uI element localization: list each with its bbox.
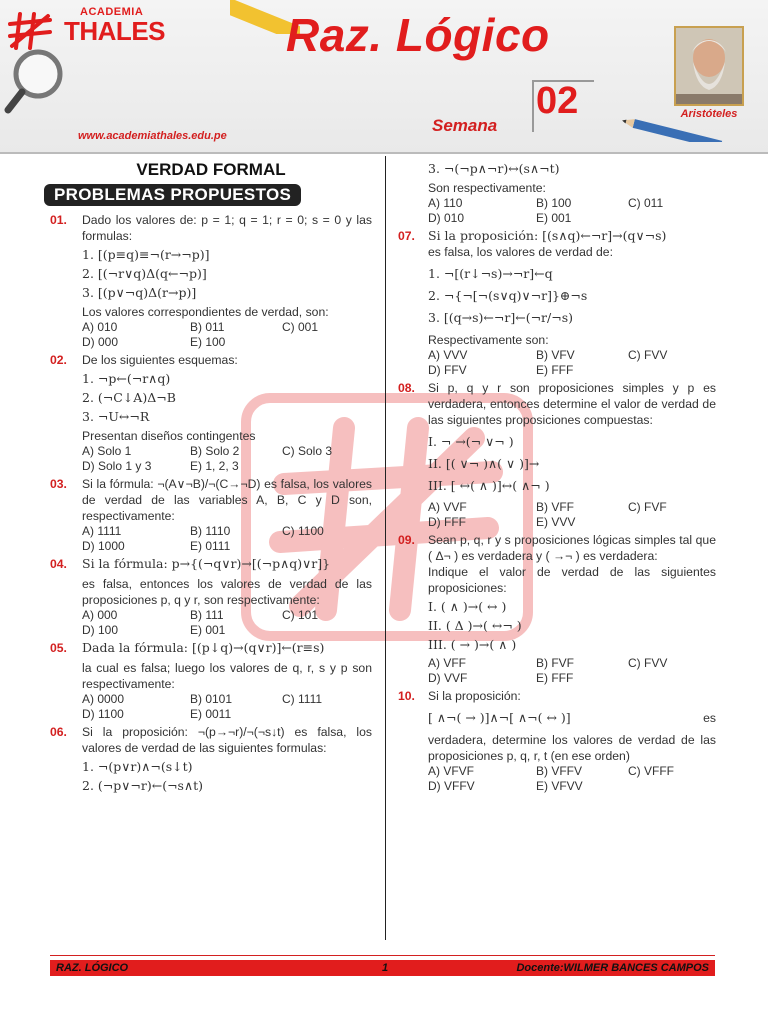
option-a[interactable]: A) VVF	[428, 500, 467, 514]
option-c[interactable]: C) 101	[282, 608, 319, 622]
problem-text: Si p, q y r son proposiciones simples y p es verdadera, entonces determine el valor de verdad de las siguientes proposiciones compuestas:	[428, 381, 716, 427]
option-e[interactable]: E) 001	[190, 623, 226, 637]
problem-03	[50, 476, 372, 554]
page-number: 1	[382, 962, 389, 974]
section-subtitle: PROBLEMAS PROPUESTOS	[44, 184, 301, 206]
formula-3: 3. [(p∨¬q)Δ(r→p)]	[82, 285, 197, 300]
website-link[interactable]: www.academiathales.edu.pe	[78, 130, 227, 142]
problem-text: Dado los valores de: p = 1; q = 1; r = 0; s = 0 y las formulas:	[82, 213, 372, 243]
option-e[interactable]: E) VFVV	[536, 779, 583, 793]
option-d[interactable]: D) 1000	[82, 539, 125, 553]
option-e[interactable]: E) 0111	[190, 539, 231, 553]
problem-question: Los valores correspondientes de verdad, son:	[82, 305, 329, 319]
option-d[interactable]: D) VFFV	[428, 779, 475, 793]
problem-number: 01.	[50, 213, 67, 227]
option-c[interactable]: C) VFFF	[628, 764, 674, 778]
problem-question: Presentan diseños contingentes	[82, 429, 256, 443]
problem-02	[50, 352, 372, 474]
formula-1: 1. [(p≡q)≡¬(r→¬p)]	[82, 247, 210, 262]
answer-options	[428, 764, 716, 794]
option-a[interactable]: A) 010	[82, 320, 118, 334]
formula-1: 1. ¬[(r↓¬s)→¬r]←q	[428, 266, 553, 281]
option-d[interactable]: D) 010	[428, 211, 465, 225]
option-a[interactable]: A) VFF	[428, 656, 466, 670]
option-b[interactable]: B) Solo 2	[190, 444, 240, 458]
formula-1: 1. ¬p←(¬r∧q)	[82, 371, 171, 386]
footer-teacher: Docente:WILMER BANCES CAMPOS	[516, 962, 709, 974]
problem-question: verdadera, determine los valores de verdad de las proposiciones p, q, r, t (en ese orden)	[428, 733, 716, 763]
formula-3: 3. ¬(¬p∧¬r)↔(s∧¬t)	[428, 161, 560, 176]
page-footer	[50, 960, 715, 976]
footer-rule	[50, 955, 715, 956]
problem-09	[398, 532, 716, 686]
option-e[interactable]: E) FFF	[536, 671, 574, 685]
problem-question: Indique el valor de verdad de las siguientes proposiciones:	[428, 565, 716, 595]
option-d[interactable]: D) 000	[82, 335, 119, 349]
problem-number: 08.	[398, 381, 415, 395]
option-e[interactable]: E) 1, 2, 3	[190, 459, 239, 473]
answer-options	[428, 656, 716, 686]
pencil-icon	[620, 112, 730, 142]
problem-text: Si la proposición:	[428, 689, 521, 703]
formula-tail: es	[703, 711, 716, 725]
option-d[interactable]: D) FFF	[428, 515, 466, 529]
magnifier-icon	[4, 42, 76, 114]
formula-2: II. [( ∨¬ )∧( ∨ )]→	[428, 456, 540, 471]
problem-number: 03.	[50, 477, 67, 491]
problem-05	[50, 640, 372, 722]
option-c[interactable]: C) 1111	[282, 692, 323, 706]
problem-number: 07.	[398, 229, 415, 243]
option-e[interactable]: E) VVV	[536, 515, 576, 529]
option-e[interactable]: E) FFF	[536, 363, 574, 377]
problem-text: De los siguientes esquemas:	[82, 353, 238, 367]
portrait-caption: Aristóteles	[680, 108, 738, 120]
option-e[interactable]: E) 0011	[190, 707, 232, 721]
option-a[interactable]: A) 110	[428, 196, 463, 210]
right-column	[398, 158, 716, 796]
section-title: VERDAD FORMAL	[136, 160, 286, 179]
option-c[interactable]: C) Solo 3	[282, 444, 333, 458]
problem-question: Son respectivamente:	[428, 181, 546, 195]
problem-number: 09.	[398, 533, 415, 547]
option-b[interactable]: B) VFV	[536, 348, 575, 362]
option-b[interactable]: B) 100	[536, 196, 572, 210]
footer-course: RAZ. LÓGICO	[56, 962, 129, 974]
page-title: Raz. Lógico	[286, 9, 550, 61]
answer-options	[428, 196, 716, 226]
option-c[interactable]: C) FVV	[628, 348, 668, 362]
problem-08	[398, 380, 716, 530]
problem-07	[398, 228, 716, 378]
option-d[interactable]: D) Solo 1 y 3	[82, 459, 152, 473]
option-a[interactable]: A) VFVF	[428, 764, 475, 778]
problem-04	[50, 556, 372, 638]
semana-label: Semana	[432, 116, 498, 135]
answer-options	[428, 500, 716, 530]
option-a[interactable]: A) VVV	[428, 348, 468, 362]
option-c[interactable]: C) FVF	[628, 500, 667, 514]
problem-text: Si la fórmula: p→{(¬q∨r)→[(¬p∧q)∨r]}	[82, 556, 331, 571]
option-b[interactable]: B) VFF	[536, 500, 574, 514]
problem-number: 04.	[50, 557, 67, 571]
option-e[interactable]: E) 100	[190, 335, 226, 349]
option-b[interactable]: B) 1110	[190, 524, 231, 538]
option-c[interactable]: C) 1100	[282, 524, 324, 538]
problem-number: 06.	[50, 725, 67, 739]
problem-text: Si la proposición: ¬(p→¬r)/¬(¬s↓t) es falsa, los valores de verdad de las siguientes formulas:	[82, 725, 372, 755]
week-number: 02	[536, 80, 579, 122]
answer-options	[82, 692, 372, 722]
option-a[interactable]: A) 0000	[82, 692, 125, 706]
formula-1: 1. ¬(p∨r)∧¬(s↓t)	[82, 759, 193, 774]
option-c[interactable]: C) 011	[628, 196, 664, 210]
problem-text: Si la proposición: [(s∧q)←¬r]→(q∨¬s)	[428, 228, 667, 243]
formula-3: 3. [(q→s)←¬r]←(¬r/¬s)	[428, 310, 573, 325]
answer-options	[82, 320, 372, 350]
problem-01	[50, 212, 372, 350]
option-a[interactable]: A) Solo 1	[82, 444, 132, 458]
problem-06	[50, 724, 372, 794]
option-e[interactable]: E) 001	[536, 211, 572, 225]
column-divider	[385, 156, 386, 940]
answer-options	[82, 524, 372, 554]
option-c[interactable]: C) FVV	[628, 656, 668, 670]
formula-2: II. ( Δ )→( ↔¬ )	[428, 618, 522, 633]
answer-options	[82, 444, 372, 474]
option-d[interactable]: D) 100	[82, 623, 119, 637]
option-b[interactable]: B) VFFV	[536, 764, 583, 778]
problem-question: es falsa, los valores de verdad de:	[428, 245, 613, 259]
formula-1: [ ∧¬( → )]∧¬[ ∧¬( ↔ )]	[428, 710, 571, 725]
problem-number: 05.	[50, 641, 67, 655]
answer-options	[82, 608, 372, 638]
problem-text: Sean p, q, r y s proposiciones lógicas simples tal que ( Δ¬ ) es verdadera y ( →¬ ) es verdadera:	[428, 533, 716, 563]
formula-1: I. ( ∧ )→( ↔ )	[428, 599, 507, 614]
page-header	[0, 0, 768, 154]
formula-2: 2. (¬C↓A)Δ¬B	[82, 390, 176, 405]
option-d[interactable]: D) VVF	[428, 671, 468, 685]
problem-10	[398, 688, 716, 794]
problem-question: la cual es falsa; luego los valores de q, r, s y p son respectivamente:	[82, 661, 372, 691]
formula-3: 3. ¬U↔¬R	[82, 409, 150, 424]
aristotle-portrait	[674, 26, 744, 106]
formula-row	[428, 710, 716, 726]
option-b[interactable]: B) 0101	[190, 692, 233, 706]
answer-options	[428, 348, 716, 378]
problem-number: 10.	[398, 689, 415, 703]
problem-number: 02.	[50, 353, 67, 367]
problem-text: Dada la fórmula: [(p↓q)→(q∨r)]←(r≡s)	[82, 640, 325, 655]
option-b[interactable]: B) 011	[190, 320, 225, 334]
option-b[interactable]: B) 111	[190, 608, 224, 622]
problem-question: es falsa, entonces los valores de verdad de las proposiciones p, q y r, son respectivamente:	[82, 577, 372, 607]
formula-3: III. [ ↔( ∧ )]↔( ∧¬ )	[428, 478, 550, 493]
option-a[interactable]: A) 1111	[82, 524, 122, 538]
option-d[interactable]: D) FFV	[428, 363, 467, 377]
formula-2: 2. (¬p∨¬r)←(¬s∧t)	[82, 778, 204, 793]
option-c[interactable]: C) 001	[282, 320, 319, 334]
academia-label: ACADEMIA	[80, 6, 144, 18]
problem-instruction: Respectivamente son:	[428, 333, 549, 347]
problem-text: Si la fórmula: ¬(A∨¬B)/¬(C→¬D) es falsa, los valores de verdad de las variables A, B, C y D son, respectivamente:	[82, 477, 372, 523]
option-d[interactable]: D) 1100	[82, 707, 124, 721]
formula-2: 2. [(¬r∨q)Δ(q←¬p)]	[82, 266, 207, 281]
option-a[interactable]: A) 000	[82, 608, 118, 622]
option-b[interactable]: B) FVF	[536, 656, 574, 670]
left-column	[50, 158, 372, 797]
formula-2: 2. ¬{¬[¬(s∨q)∨¬r]}⊕¬s	[428, 288, 588, 303]
formula-3: III. ( → )→( ∧ )	[428, 637, 517, 652]
formula-1: I. ¬ →(¬ ∨¬ )	[428, 434, 514, 449]
problem-06-continued	[398, 161, 716, 226]
thales-label: THALES	[64, 16, 165, 46]
